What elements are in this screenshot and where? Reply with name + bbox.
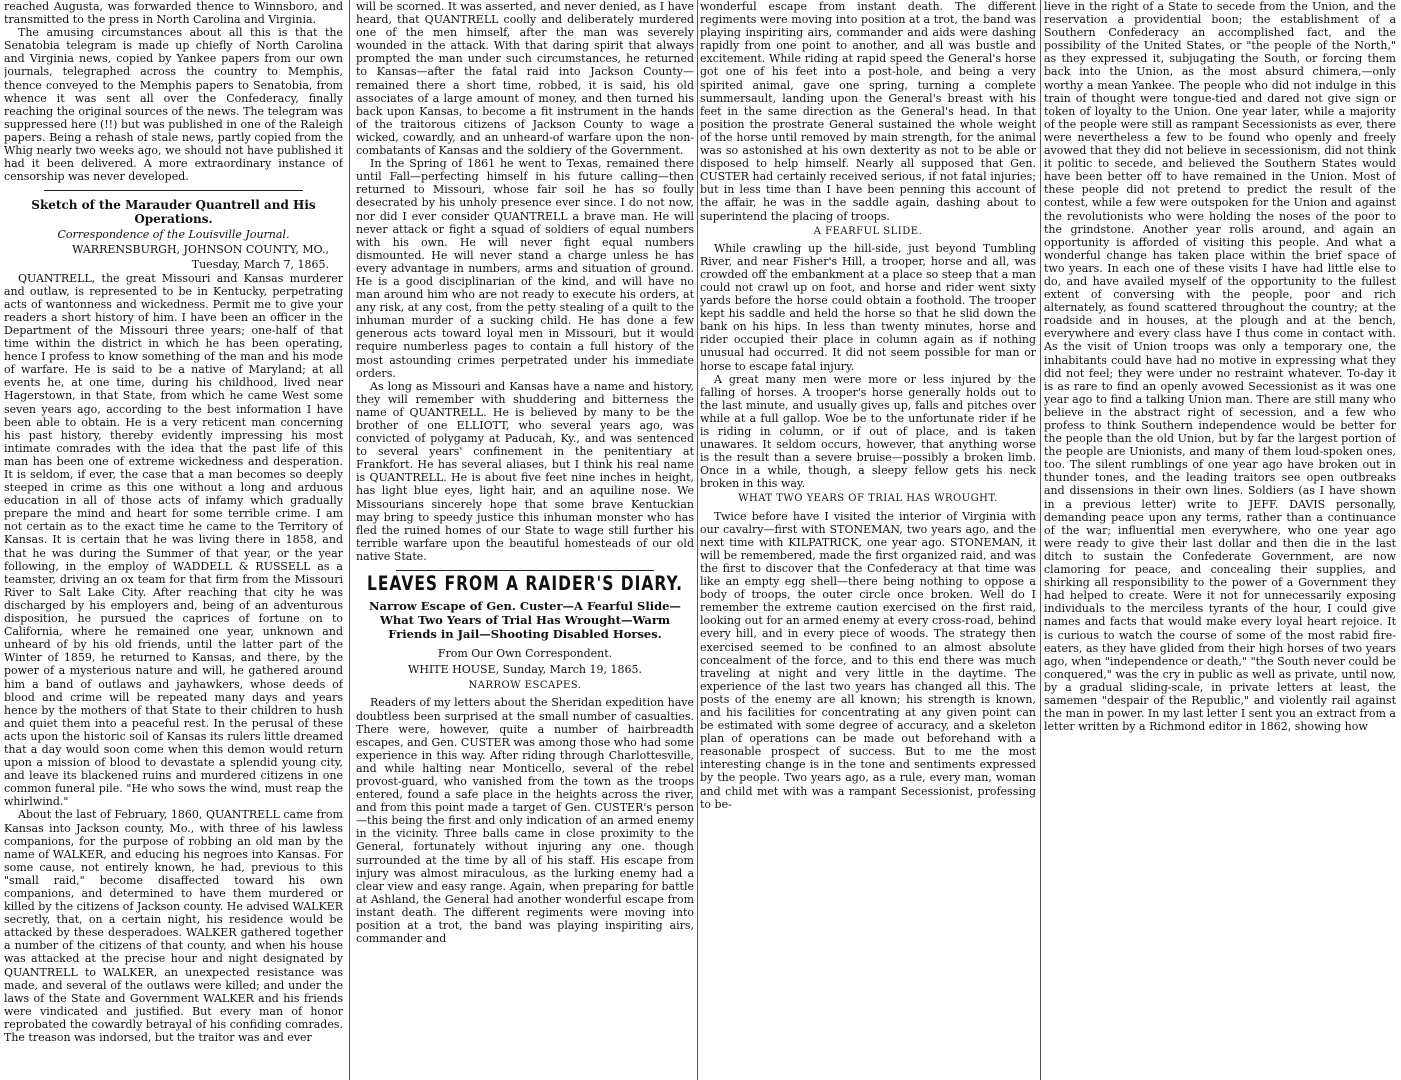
from-line: From Our Own Correspondent. [437,647,613,661]
paragraph: As long as Missouri and Kansas have a name and history, they will remember with shuddering and bitterness the name of QUANTRELL. He is believed by many to be the brother of one ELLIOTT, who several years ago, was convicted of polygamy at Paducah, Ky., and was sentenced to several years' confinement in the penitentiary at Frankfort. He has several aliases, but I think his real name is QUANTRELL. He is about five feet nine inches in height, has light blue eyes, light hair, and an aquiline nose. We Missourians sincerely hope that some brave Kentuckian may bring to speedy justice this inhuman monster who has fled the ruined homes of our State to wage still further his terrible warfare upon the beautiful homesteads of our old native State. [356,379,694,563]
paragraph: will be scorned. It was asserted, and never denied, as I have heard, that QUANTRELL coolly and deliberately murdered one of the men himself, after the man was severely wounded in the attack. With that daring spirit that always prompted the man under such circumstances, he returned to Kansas—after the fatal raid into Jackson County—remained there a short time, robbed, it is said, his old associates of a large amount of money, and then turned his back upon Kansas, to become a fit instrument in the hands of the traitorous citizens of Jackson County to wage a wicked, cowardly, and an unheard-of warfare upon the non-combatants of Kansas and the soldiery of the Government. [356,0,694,158]
column-2 [356,0,694,1080]
dateline-place: WARRENSBURGH, JOHNSON COUNTY, MO., [72,243,329,257]
dateline-date: Tuesday, March 7, 1865. [191,257,329,271]
subhead: WHAT TWO YEARS OF TRIAL HAS WROUGHT. [738,493,998,505]
paragraph: lieve in the right of a State to secede from the Union, and the reservation a providential boon; the establishment of a Southern Confederacy an accomplished fact, and the possibility of the United States, or "the people of the North," as they expressed it, subjugating the South, or forcing them back into the Union, as the most absurd chimera,—only worthy a mean Yankee. The people who did not indulge in this train of thought were tongue-tied and dared not give sign or token of loyalty to the Union. One year later, while a majority of the people were still as rampant Secessionists as ever, there were nevertheless a few to be found who openly and freely avowed that they did not believe in secessionism, did not think it politic to secede, and believed the Southern States would have been better off to have remained in the Union. Most of these people did not pretend to predict the result of the contest, while a few were outspoken for the Union and against the revolutionists who were holding the noses of the poor to the grindstone. Another year rolls around, and again an opportunity is afforded of visiting this people. And what a wonderful change has taken place within the brief space of two years. In each one of these visits I have had little else to do, and have availed myself of the opportunity to the fullest extent of conversing with the people, poor and rich alternately, as found scattered throughout the country; at the roadside and in houses, at the plough and at the bench, everywhere and every class have I thus come in contact with. As the visit of Union troops was only a temporary one, the inhabitants could have had no motive in expressing what they did not feel; they were under no restraint whatever. To-day it is as rare to find an openly avowed Secessionist as it was one year ago to find a talking Union man. There are still many who believe in the abstract right of secession, and a few who profess to think Southern independence would be better for the people than the old Union, but by far the largest portion of the people are Unionists, and many of them loud-spoken ones, too. The silent rumblings of one year ago have broken out in thunder tones, and the leading traitors see open outbreaks and dissensions in their own lines. Soldiers (as I have shown in a previous letter) write to JEFF. DAVIS personally, demanding peace upon any terms, rather than a continuance of the war; influential men everywhere, who one year ago were ready to give their last dollar and then die in the last ditch to sustain the Confederate Government, are now clamoring for peace, and concealing their supplies, and shirking all responsibility to the power of a Government they had helped to create. Were it not for unnecessarily exposing individuals to the merciless tyrants of the hour, I could give names and facts that would make every loyal heart rejoice. It is curious to watch the course of some of the most rabid fire-eaters, as they have glided from their high horses of two years ago, when "independence or death," "the South never could be conquered," was the cry in public as well as private, until now, by a gradual sliding-scale, in private letters at least, the samemen "despair of the Republic," and violently rail against the man in power. In my last letter I sent you an extract from a letter written by a Richmond editor in 1862, showing how [1044,0,1396,734]
article-title: Sketch of the Marauder Quantrell and His Operations. [31,198,316,227]
subhead: A FEARFUL SLIDE. [813,225,923,237]
paragraph: wonderful escape from instant death. The different regiments were moving into position at a trot, the band was playing inspiriting airs, commander and aids were dashing rapidly from one point to another, and all was bustle and excitement. While riding at rapid speed the General's horse got one of his feet into a post-hole, and being a very spirited animal, gave one spring, turning a complete summersault, landing upon the General's breast with his feet in the same direction as the General's head. In that position the prostrate General sustained the whole weight of the horse until removed by main strength, for the animal was so astonished at his own dexterity as not to be able or disposed to help himself. Nearly all supposed that Gen. CUSTER had certainly received serious, if not fatal injuries; but in less time than I have been penning this account of the affair, he was in the saddle again, dashing about to superintend the placing of troops. [700,0,1036,223]
correspondence-line: Correspondence of the Louisville Journal. [57,228,290,242]
subhead: NARROW ESCAPES. [468,680,582,692]
dateline: WHITE HOUSE, Sunday, March 19, 1865. [408,663,642,677]
divider [44,190,303,191]
column-3 [700,0,1036,1080]
paragraph: QUANTRELL, the great Missouri and Kansas murderer and outlaw, is represented to be in Kentucky, perpetrating acts of wantonness and wickedness. Permit me to give your readers a short history of him. I have been an officer in the Department of the Missouri three years; one-half of that time within the district in which he has been operating, hence I profess to know something of the man and his mode of warfare. He is said to be a native of Maryland; at all events he, at one time, during his childhood, lived near Hagerstown, in that State, from which he came West some seven years ago, according to the best information I have been able to obtain. He is a very reticent man concerning his past history, thereby evidently impressing his most intimate comrades with the idea that the past life of this man has been one of extreme wickedness and desperation. It is seldom, if ever, the case that a man becomes so deeply steeped in crime as this one without a long and arduous education in all of those acts of infamy which gradually prepare the mind and heart for some terrible crime. I am not certain as to the exact time he came to the Territory of Kansas. It is certain that he was living there in 1858, and that he was during the Summer of that year, or the year following, in the employ of WADDELL & RUSSELL as a teamster, driving an ox team for that firm from the Missouri River to Salt Lake City. After reaching that city he was discharged by his employers and, being of an adventurous disposition, he pursued the caprices of fortune on to California, where he remained one year, unknown and unheard of by his old friends, until the latter part of the Winter of 1859, he returned to Kansas, and there, by the power of a mysterious nature and will, he gathered around him a band of outlaws and jayhawkers, whose deeds of blood and crime will be repeated many days and years hence by the mothers of that State to their children to hush and quiet them into a peaceful rest. In the perusal of these acts upon the historic soil of Kansas its rulers little dreamed that a day would soon come when this demon would return upon a mission of blood to devastate a splendid young city, and leave its blackened ruins and murdered citizens in one common funeral pile. "He who sows the wind, must reap the whirlwind." [4,271,343,809]
paragraph: While crawling up the hill-side, just beyond Tumbling River, and near Fisher's Hill, a trooper, horse and all, was crowded off the embankment at a place so steep that a man could not crawl up on foot, and horse and rider went sixty yards before the horse could obtain a foothold. The trooper kept his saddle and held the horse so that he slid down the bank on his hips. In less than twenty minutes, horse and rider occupied their place in column again as if nothing unusual had occurred. It did not seem possible for man or horse to escape fatal injury. [700,241,1036,373]
paragraph: reached Augusta, was forwarded thence to Winnsboro, and transmitted to the press in North Carolina and Virginia. [4,0,343,27]
paragraph: Readers of my letters about the Sheridan expedition have doubtless been surprised at the small number of casualties. There were, however, quite a number of hairbreadth escapes, and Gen. CUSTER was among those who had some experience in this way. After riding through Charlottesville, and while halting near Monticello, several of the rebel provost-guard, who vanished from the town as the troops entered, found a safe place in the heights across the river, and from this point made a target of Gen. CUSTER's person—this being the first and only indication of an armed enemy in the vicinity. Three balls came in close proximity to the General, fortunately without injuring any one. though surrounded at the time by all of his staff. His escape from injury was almost miraculous, as the lurking enemy had a clear view and easy range. Again, when preparing for battle at Ashland, the General had another wonderful escape from instant death. The different regiments were moving into position at a trot, the band was playing inspiriting airs, commander and [356,696,694,946]
raider-headline: LEAVES FROM A RAIDER'S DIARY. [366,572,684,596]
paragraph: The amusing circumstances about all this is that the Senatobia telegram is made up chiefly of North Carolina and Virginia news, copied by Yankee papers from our own journals, telegraphed across the country to Memphis, thence conveyed to the Memphis papers to Senatobia, from whence it was sent all over the Confederacy, finally reaching the original sources of the news. The telegram was suppressed here (!!) but was published in one of the Raleigh papers. Being a rehash of stale news, partly copied from the Whig nearly two weeks ago, we should not have published it had it been delivered. A more extraordinary instance of censorship was never developed. [4,26,343,184]
column-1 [4,0,343,1080]
column-rule [1040,0,1041,1080]
headline-deck: Narrow Escape of Gen. Custer—A Fearful Slide—What Two Years of Trial Has Wrought—Warm Friends in Jail—Shooting Disabled Horses. [369,599,681,642]
divider [396,570,654,571]
column-rule [697,0,698,1080]
paragraph: A great many men were more or less injured by the falling of horses. A trooper's horse generally holds out to the last minute, and usually gives up, falls and pitches over while at a full gallop. Woe be to the unfortunate rider if he is riding in column, or if out of place, and is taken unawares. It seldom occurs, however, that anything worse is the result than a severe bruise—possibly a broken limb. Once in a while, though, a sleepy fellow gets his neck broken in this way. [700,372,1036,491]
paragraph: About the last of February, 1860, QUANTRELL came from Kansas into Jackson county, Mo., with three of his lawless companions, for the purpose of robbing an old man by the name of WALKER, and educing his negroes into Kansas. For some cause, not entirely known, he had, previous to this "small raid," become disaffected toward his own companions, and determined to have them murdered or killed by the citizens of Jackson county. He advised WALKER secretly, that, on a certain night, his residence would be attacked by these desperadoes. WALKER gathered together a number of the citizens of that county, and when his house was attacked at the precise hour and night designated by QUANTRELL to WALKER, an unexpected resistance was made, and several of the outlaws were killed; and under the laws of the State and Government WALKER and his friends were vindicated and justified. But every man of honor reprobated the cowardly betrayal of his confiding comrades. The treason was indorsed, but the traitor was and ever [4,808,343,1045]
column-4 [1044,0,1396,1080]
paragraph: In the Spring of 1861 he went to Texas, remained there until Fall—perfecting himself in his future calling—then returned to Missouri, whose fair soil he has so foully desecrated by his unholy presence ever since. I do not now, nor did I ever consider QUANTRELL a brave man. He will never attack or fight a squad of soldiers of equal numbers with his own. He will never fight equal numbers dismounted. He will never stand a charge unless he has every advantage in numbers, arms and situation of ground. He is a good disciplinarian of the kind, and will have no man around him who are not ready to execute his orders, at any risk, at any cost, from the petty stealing of a quilt to the inhuman murder of a sucking child. He has done a few generous acts toward loyal men in Missouri, but it would require numberless pages to contain a full history of the most astounding crimes perpetrated under his immediate orders. [356,157,694,380]
paragraph: Twice before have I visited the interior of Virginia with our cavalry—first with STONEMAN, two years ago, and the next time with KILPATRICK, one year ago. STONEMAN, it will be remembered, made the first organized raid, and was the first to discover that the Confederacy at that time was like an empty egg shell—there being nothing to oppose a body of troops, the outer circle once broken. Well do I remember the extreme caution exercised on the first raid, looking out for an armed enemy at every cross-road, behind every hill, and in every piece of woods. The strategy then exercised seemed to be confined to an almost absolute concealment of the force, and to this end there was much traveling at night and very little in the daytime. The experience of the last two years has changed all this. The posts of the enemy are all known; his strength is known, and his facilities for concentrating at any given point can be estimated with some degree of accuracy, and a skeleton plan of operations can be made out beforehand with a reasonable prospect of success. But to me the most interesting change is in the tone and sentiments expressed by the people. Two years ago, as a rule, every man, woman and child met with was a rampant Secessionist, professing to be- [700,509,1036,811]
column-rule [349,0,350,1080]
